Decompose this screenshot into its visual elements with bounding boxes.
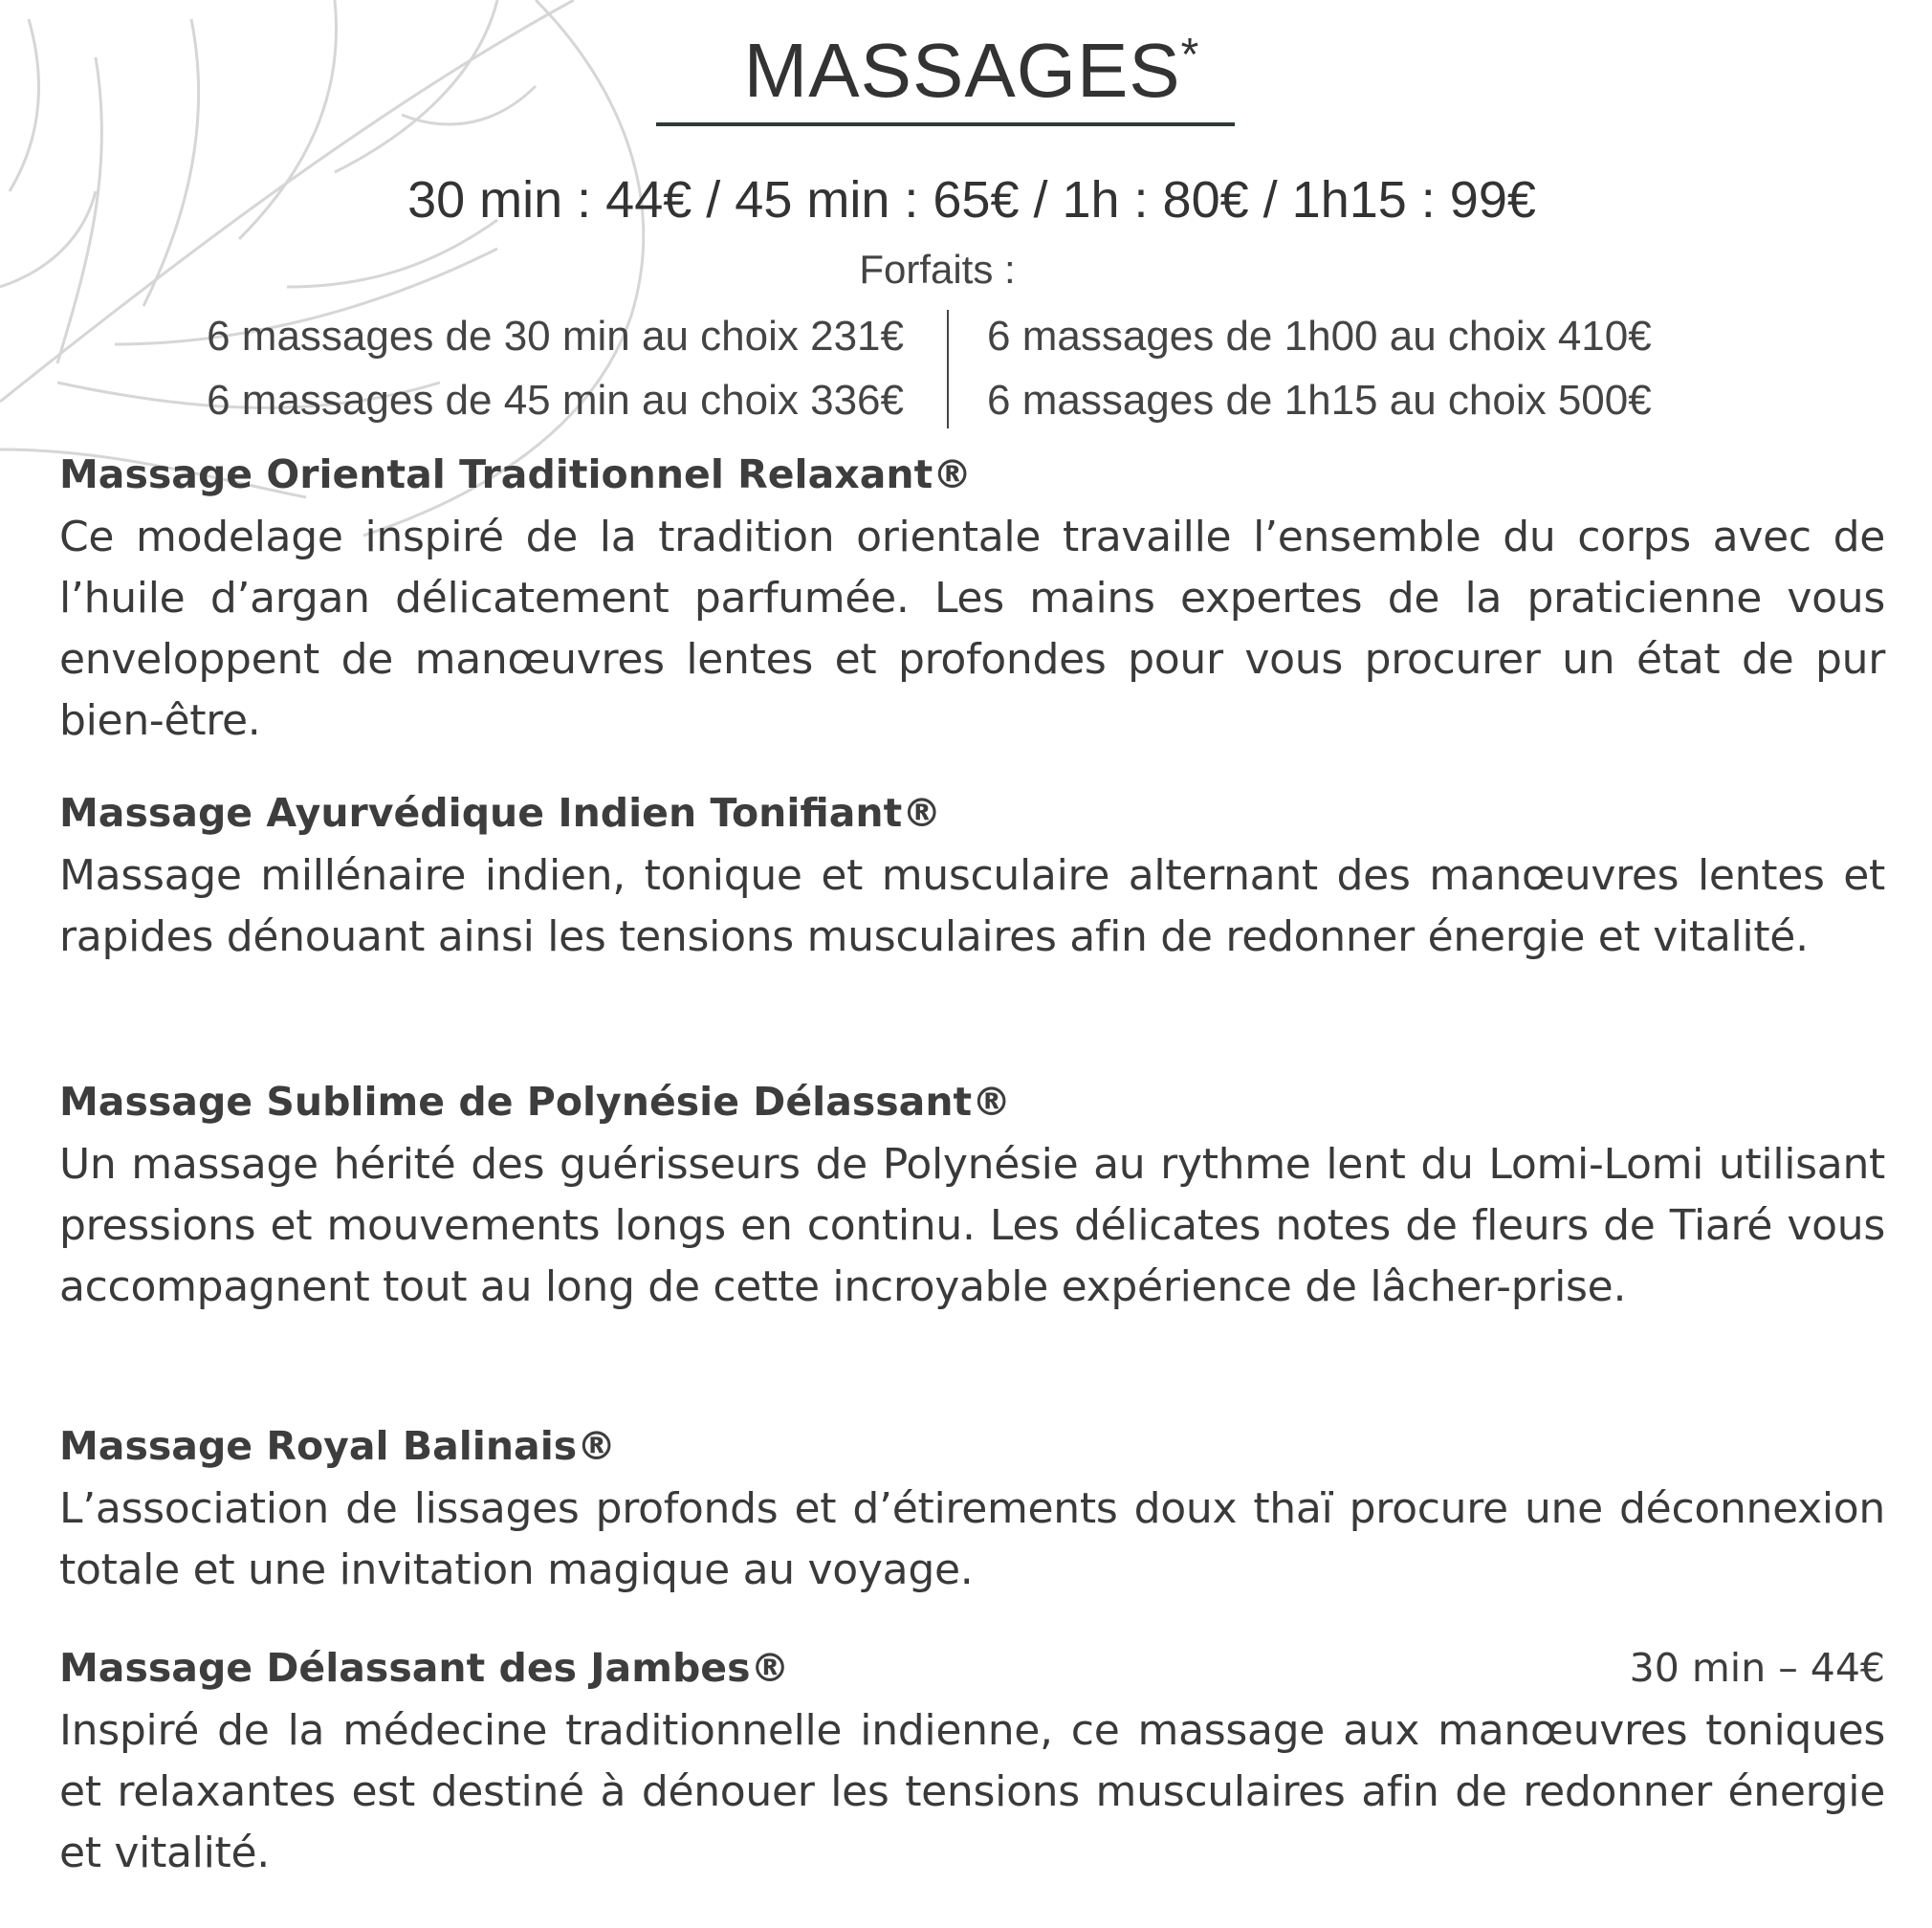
column-divider <box>947 310 949 428</box>
price-list: 30 min : 44€ / 45 min : 65€ / 1h : 80€ / 1h15 : 99€ <box>407 171 1536 229</box>
section-text: Inspiré de la médecine traditionnelle indienne, ce massage aux manœuvres toniques et relaxantes est destiné à dénouer les tensions musculaires afin de redonner énergie et vitalité. <box>59 1706 1885 1877</box>
section-balinais <box>59 1419 1885 1601</box>
section-text: Massage millénaire indien, tonique et musculaire alternant des manœuvres lentes et rapides dénouant ainsi les tensions musculaires afin de redonner énergie et vitalité. <box>59 851 1885 961</box>
forfaits-label: Forfaits : <box>859 247 1016 292</box>
forfait-item: 6 massages de 30 min au choix 231€ <box>207 313 904 360</box>
section-title: Massage Royal Balinais® <box>59 1423 617 1469</box>
section-jambes <box>59 1641 1885 1884</box>
forfait-item: 6 massages de 45 min au choix 336€ <box>207 377 904 424</box>
title-asterisk: * <box>1180 30 1200 80</box>
forfaits-left-column <box>207 304 904 432</box>
forfait-item: 6 massages de 1h00 au choix 410€ <box>987 313 1652 360</box>
section-text: Un massage hérité des guérisseurs de Polynésie au rythme lent du Lomi-Lomi utilisant pressions et mouvements longs en continu. Les délicates notes de fleurs de Tiaré vous accompagnent tout au long de cette incroyable expérience de lâcher-prise. <box>59 1140 1885 1311</box>
section-duration-price: 30 min – 44€ <box>1629 1645 1885 1691</box>
title-text: MASSAGES <box>743 28 1181 113</box>
section-text: L’association de lissages profonds et d’étirements doux thaï procure une déconnexion totale et une invitation magique au voyage. <box>59 1484 1885 1594</box>
section-header <box>59 1641 1885 1695</box>
section-title: Massage Ayurvédique Indien Tonifiant® <box>59 790 942 836</box>
section-ayurvedique <box>59 786 1885 968</box>
forfait-item: 6 massages de 1h15 au choix 500€ <box>987 377 1652 424</box>
section-title: Massage Délassant des Jambes® <box>59 1645 790 1691</box>
forfaits-right-column <box>987 304 1652 432</box>
section-polynesie <box>59 1075 1885 1318</box>
section-title: Massage Sublime de Polynésie Délassant® <box>59 1079 1012 1125</box>
section-oriental <box>59 448 1885 752</box>
section-title: Massage Oriental Traditionnel Relaxant® <box>59 451 973 497</box>
section-text: Ce modelage inspiré de la tradition orientale travaille l’ensemble du corps avec de l’huile d’argan délicatement parfumée. Les mains expertes de la praticienne vous enveloppent de manœuvres lentes et profondes pour vous procurer un état de pur bien-être. <box>59 513 1885 745</box>
title-underline <box>656 122 1235 126</box>
page-title <box>0 27 1932 115</box>
